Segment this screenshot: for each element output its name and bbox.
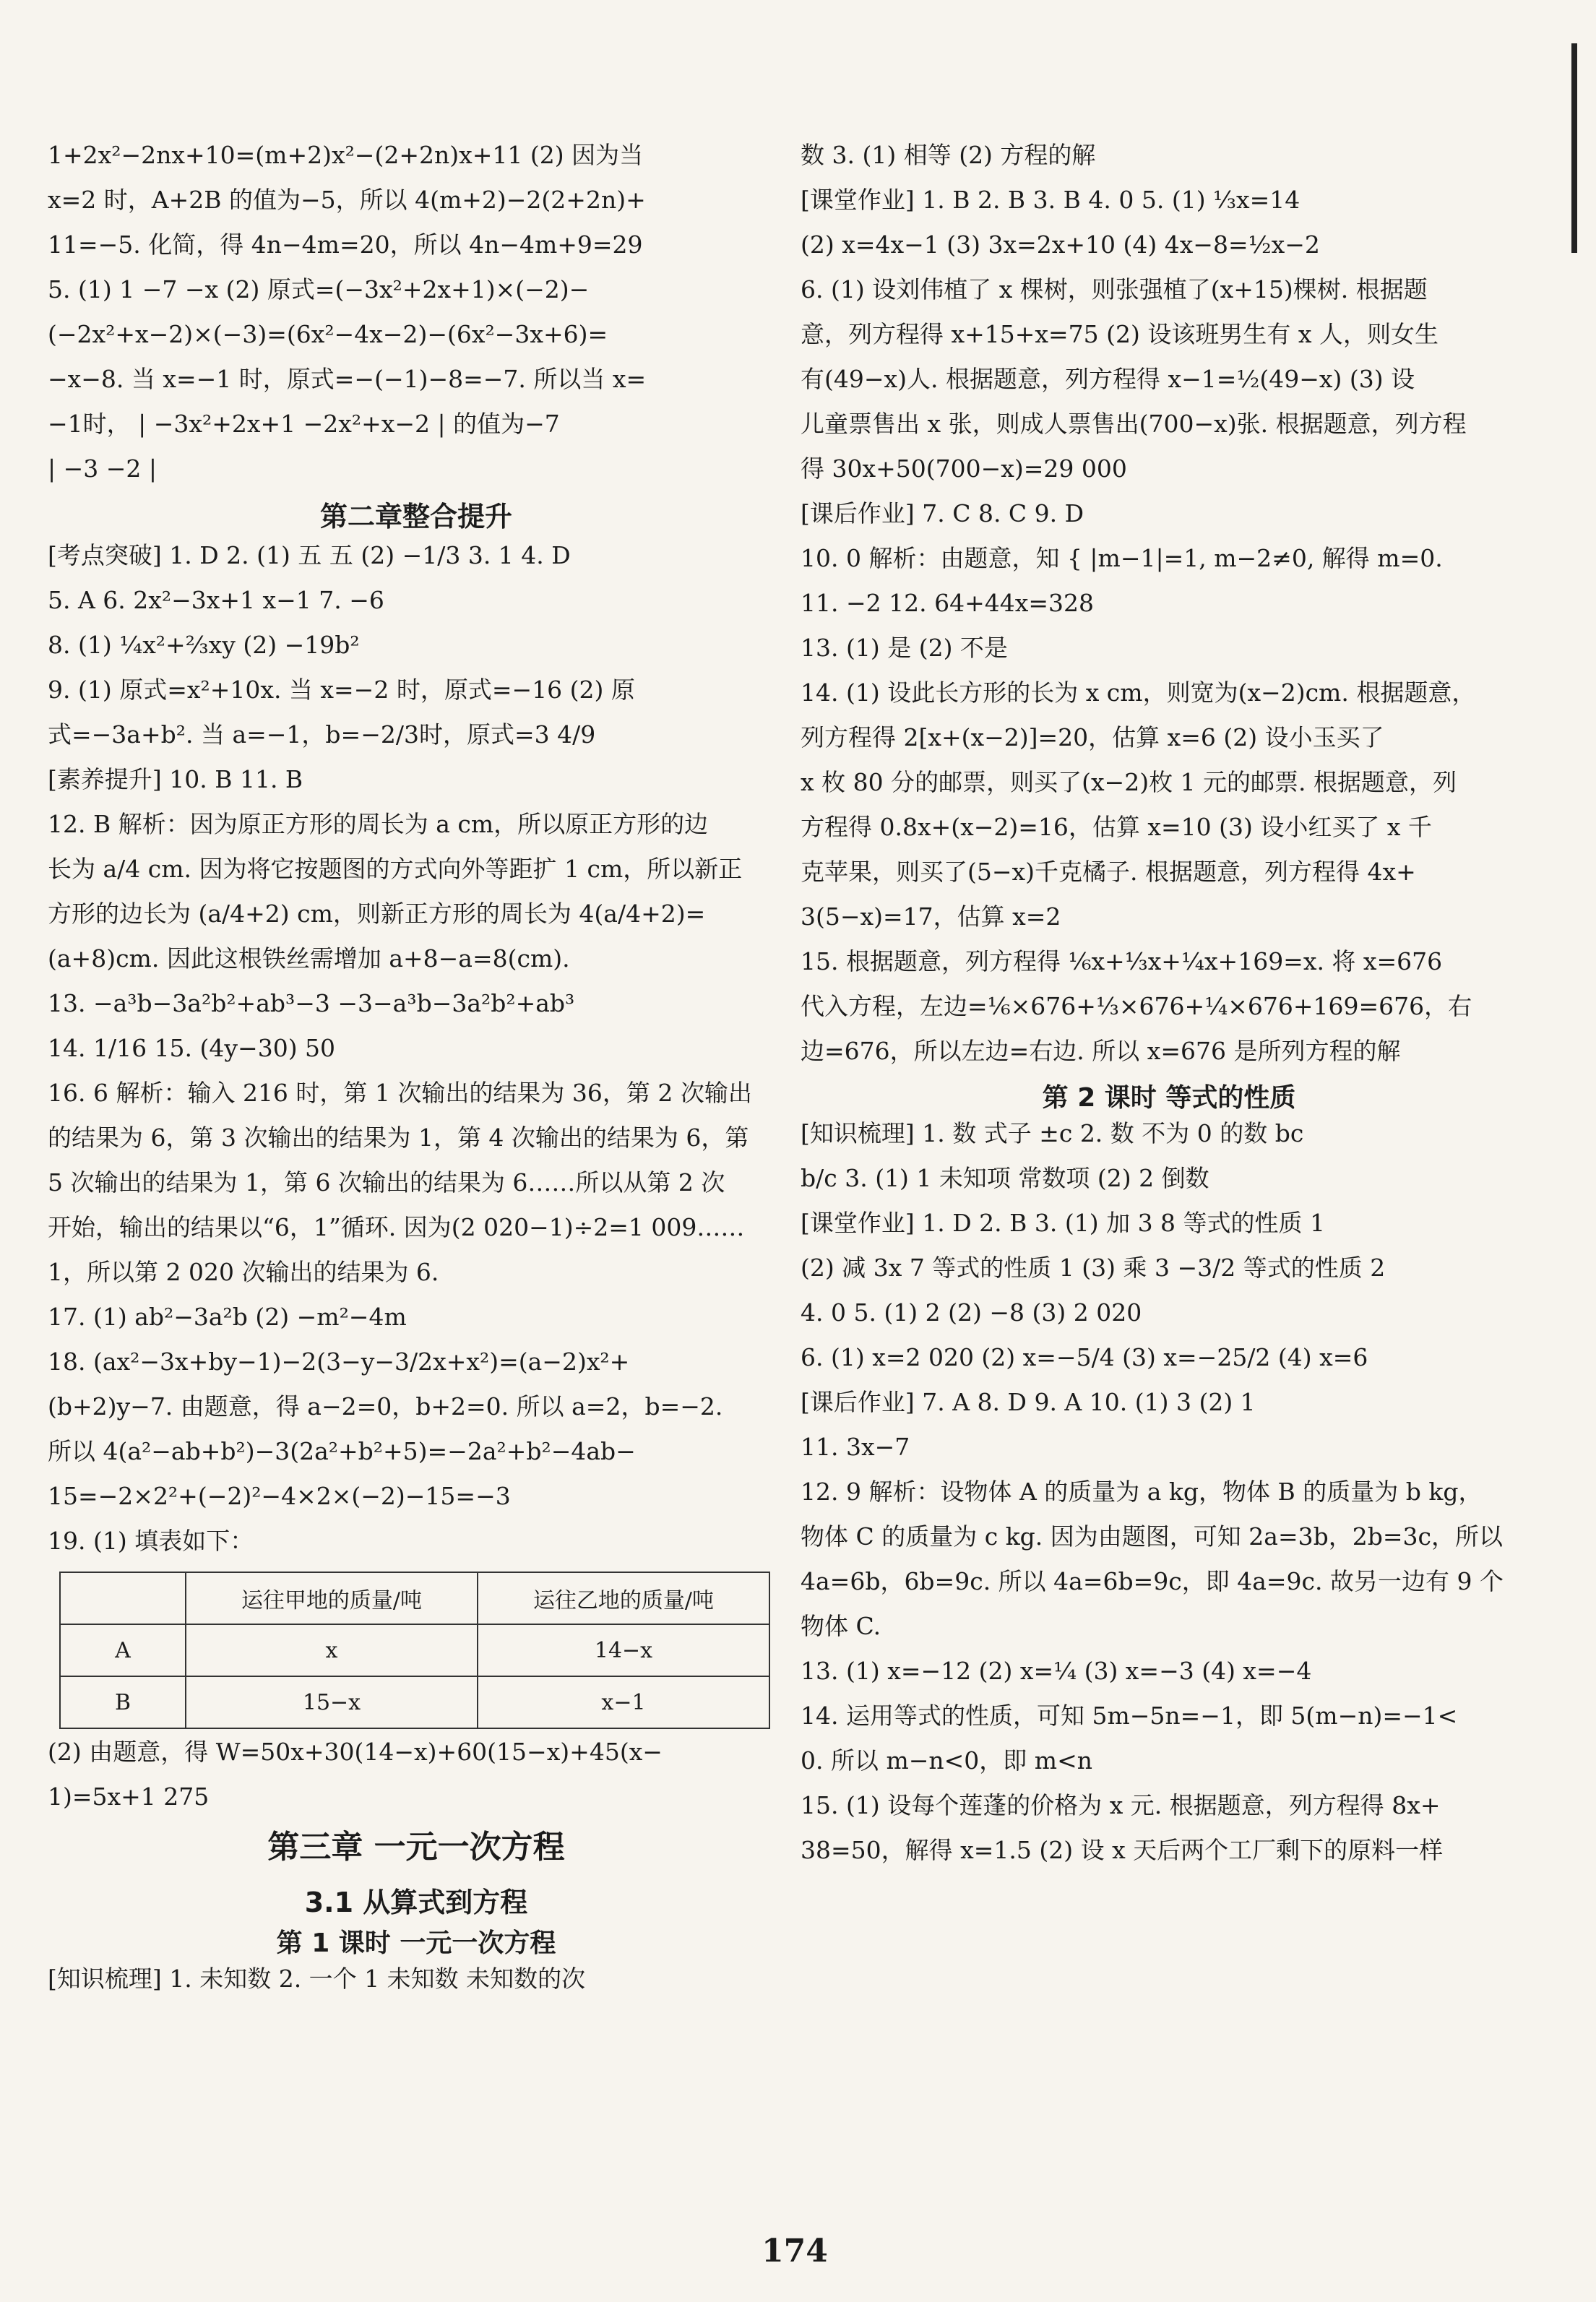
text-line: 方形的边长为 (a/4+2) cm，则新正方形的周长为 4(a/4+2)=	[48, 900, 706, 928]
table-header-cell	[60, 1572, 186, 1624]
text-line: 5. A 6. 2x²−3x+1 x−1 7. −6	[48, 586, 384, 614]
table-cell: B	[60, 1676, 186, 1728]
text-line: 8. (1) ¼x²+⅔xy (2) −19b²	[48, 631, 360, 659]
text-line: 得 30x+50(700−x)=29 000	[801, 454, 1127, 483]
left-lines-a	[48, 141, 785, 483]
text-line: 有(49−x)人. 根据题意，列方程得 x−1=½(49−x) (3) 设	[801, 365, 1415, 393]
text-line: 克苹果，则买了(5−x)千克橘子. 根据题意，列方程得 4x+	[801, 858, 1416, 886]
text-line: 3(5−x)=17，估算 x=2	[801, 902, 1061, 931]
left-lines-d	[48, 1965, 785, 1993]
table-cell: x	[186, 1624, 478, 1676]
heading-lesson1: 第 1 课时 一元一次方程	[276, 1928, 556, 1958]
text-line: [课堂作业] 1. D 2. B 3. (1) 加 3 8 等式的性质 1	[801, 1209, 1326, 1237]
text-line: [知识梳理] 1. 未知数 2. 一个 1 未知数 未知数的次	[48, 1965, 586, 1993]
heading-chapter3: 第三章 一元一次方程	[267, 1829, 565, 1866]
text-line: [课后作业] 7. C 8. C 9. D	[801, 499, 1084, 527]
text-line: 14. 1/16 15. (4y−30) 50	[48, 1034, 336, 1062]
text-line: 列方程得 2[x+(x−2)]=20，估算 x=6 (2) 设小玉买了	[801, 723, 1384, 751]
right-lines-b	[801, 1119, 1537, 1865]
heading-chapter2-review: 第二章整合提升	[319, 501, 512, 533]
text-line: x 枚 80 分的邮票，则买了(x−2)枚 1 元的邮票. 根据题意，列	[801, 768, 1457, 796]
table-header-cell: 运往乙地的质量/吨	[478, 1572, 769, 1624]
text-line: 9. (1) 原式=x²+10x. 当 x=−2 时，原式=−16 (2) 原	[48, 676, 635, 704]
text-line: 物体 C.	[801, 1612, 881, 1640]
text-line: (−2x²+x−2)×(−3)=(6x²−4x−2)−(6x²−3x+6)=	[48, 320, 608, 348]
text-line: x=2 时，A+2B 的值为−5，所以 4(m+2)−2(2+2n)+	[48, 186, 646, 214]
text-line: 15=−2×2²+(−2)²−4×2×(−2)−15=−3	[48, 1482, 511, 1510]
text-line: 长为 a/4 cm. 因为将它按题图的方式向外等距扩 1 cm，所以新正	[48, 855, 743, 883]
text-line: 1，所以第 2 020 次输出的结果为 6.	[48, 1258, 439, 1286]
text-line: 开始，输出的结果以“6，1”循环. 因为(2 020−1)÷2=1 009……	[48, 1213, 745, 1241]
text-line: 6. (1) x=2 020 (2) x=−5/4 (3) x=−25/2 (4) x=6	[801, 1343, 1368, 1371]
text-line: | −3 −2 |	[48, 454, 157, 483]
text-line: [课堂作业] 1. B 2. B 3. B 4. 0 5. (1) ⅓x=14	[801, 186, 1300, 214]
text-line: (b+2)y−7. 由题意，得 a−2=0，b+2=0. 所以 a=2，b=−2.	[48, 1392, 723, 1421]
text-line: 14. 运用等式的性质，可知 5m−5n=−1，即 5(m−n)=−1<	[801, 1702, 1458, 1730]
text-line: 15. (1) 设每个莲蓬的价格为 x 元. 根据题意，列方程得 8x+	[801, 1791, 1441, 1819]
text-line: 6. (1) 设刘伟植了 x 棵树，则张强植了(x+15)棵树. 根据题	[801, 275, 1428, 303]
text-line: 边=676，所以左边=右边. 所以 x=676 是所列方程的解	[801, 1037, 1401, 1065]
text-line: 5 次输出的结果为 1，第 6 次输出的结果为 6……所以从第 2 次	[48, 1168, 725, 1197]
heading-section-3-1: 3.1 从算式到方程	[304, 1887, 528, 1918]
text-line: 18. (ax²−3x+by−1)−2(3−y−3/2x+x²)=(a−2)x²+	[48, 1348, 630, 1376]
text-line: 4. 0 5. (1) 2 (2) −8 (3) 2 020	[801, 1298, 1142, 1327]
text-line: 方程得 0.8x+(x−2)=16，估算 x=10 (3) 设小红买了 x 千	[801, 813, 1432, 841]
text-line: 的结果为 6，第 3 次输出的结果为 1，第 4 次输出的结果为 6，第	[48, 1124, 749, 1152]
text-line: (2) 由题意，得 W=50x+30(14−x)+60(15−x)+45(x−	[48, 1738, 663, 1766]
text-line: (a+8)cm. 因此这根铁丝需增加 a+8−a=8(cm).	[48, 944, 570, 973]
text-line: 38=50，解得 x=1.5 (2) 设 x 天后两个工厂剩下的原料一样	[801, 1836, 1444, 1864]
left-column	[48, 141, 785, 2009]
text-line: 13. −a³b−3a²b²+ab³−3 −3−a³b−3a²b²+ab³	[48, 989, 575, 1017]
text-line: 12. 9 解析：设物体 A 的质量为 a kg，物体 B 的质量为 b kg，	[801, 1478, 1483, 1506]
transport-table	[59, 1572, 770, 1729]
text-line: 代入方程，左边=⅙×676+⅓×676+¼×676+169=676，右	[801, 992, 1472, 1020]
text-line: (2) x=4x−1 (3) 3x=2x+10 (4) 4x−8=½x−2	[801, 230, 1320, 259]
table-cell: 14−x	[478, 1624, 769, 1676]
text-line: −x−8. 当 x=−1 时，原式=−(−1)−8=−7. 所以当 x=	[48, 365, 647, 393]
text-line: 11=−5. 化简，得 4n−4m=20，所以 4n−4m+9=29	[48, 230, 643, 259]
text-line: 4a=6b，6b=9c. 所以 4a=6b=9c，即 4a=9c. 故另一边有 9 个	[801, 1567, 1504, 1595]
text-line: 16. 6 解析：输入 216 时，第 1 次输出的结果为 36，第 2 次输出	[48, 1079, 752, 1107]
text-line: 数 3. (1) 相等 (2) 方程的解	[801, 141, 1096, 169]
text-line: [知识梳理] 1. 数 式子 ±c 2. 数 不为 0 的数 bc	[801, 1119, 1304, 1147]
text-line: 11. −2 12. 64+44x=328	[801, 589, 1094, 617]
page-number: 174	[762, 2233, 828, 2269]
text-line: 12. B 解析：因为原正方形的周长为 a cm，所以原正方形的边	[48, 810, 709, 838]
text-line: 所以 4(a²−ab+b²)−3(2a²+b²+5)=−2a²+b²−4ab−	[48, 1437, 636, 1465]
table-row	[60, 1624, 769, 1676]
text-line: (2) 减 3x 7 等式的性质 1 (3) 乘 3 −3/2 等式的性质 2	[801, 1254, 1386, 1282]
left-lines-b	[48, 541, 785, 1556]
right-column	[801, 141, 1537, 1881]
text-line: 儿童票售出 x 张，则成人票售出(700−x)张. 根据题意，列方程	[801, 410, 1467, 438]
heading-lesson2: 第 2 课时 等式的性质	[1042, 1083, 1296, 1113]
table-row	[60, 1676, 769, 1728]
text-line: [考点突破] 1. D 2. (1) 五 五 (2) −1/3 3. 1 4. D	[48, 541, 571, 569]
text-line: 1+2x²−2nx+10=(m+2)x²−(2+2n)x+11 (2) 因为当	[48, 141, 644, 169]
text-line: −1时， | −3x²+2x+1 −2x²+x−2 | 的值为−7	[48, 410, 560, 438]
text-line: 10. 0 解析：由题意，知 { |m−1|=1, m−2≠0, 解得 m=0.	[801, 544, 1443, 572]
table-header-row	[60, 1572, 769, 1624]
text-line: 11. 3x−7	[801, 1433, 910, 1461]
table-cell: 15−x	[186, 1676, 478, 1728]
text-line: [课后作业] 7. A 8. D 9. A 10. (1) 3 (2) 1	[801, 1388, 1256, 1416]
text-line: 1)=5x+1 275	[48, 1782, 210, 1811]
text-line: 19. (1) 填表如下：	[48, 1527, 254, 1555]
table-cell: x−1	[478, 1676, 769, 1728]
text-line: 15. 根据题意，列方程得 ⅙x+⅓x+¼x+169=x. 将 x=676	[801, 947, 1443, 975]
text-line: 5. (1) 1 −7 −x (2) 原式=(−3x²+2x+1)×(−2)−	[48, 275, 590, 303]
text-line: 0. 所以 m−n<0，即 m<n	[801, 1746, 1092, 1775]
text-line: [素养提升] 10. B 11. B	[48, 765, 303, 793]
text-line: 13. (1) x=−12 (2) x=¼ (3) x=−3 (4) x=−4	[801, 1657, 1312, 1685]
text-line: 17. (1) ab²−3a²b (2) −m²−4m	[48, 1303, 407, 1331]
text-line: 意，列方程得 x+15+x=75 (2) 设该班男生有 x 人，则女生	[801, 320, 1438, 348]
table-header-cell: 运往甲地的质量/吨	[186, 1572, 478, 1624]
table-cell: A	[60, 1624, 186, 1676]
text-line: 14. (1) 设此长方形的长为 x cm，则宽为(x−2)cm. 根据题意，	[801, 678, 1476, 707]
text-line: 13. (1) 是 (2) 不是	[801, 634, 1008, 662]
page-edge-bar	[1571, 43, 1577, 253]
left-lines-c	[48, 1738, 785, 1811]
text-line: b/c 3. (1) 1 未知项 常数项 (2) 2 倒数	[801, 1164, 1209, 1192]
text-line: 物体 C 的质量为 c kg. 因为由题图，可知 2a=3b，2b=3c，所以	[801, 1522, 1503, 1551]
text-line: 式=−3a+b². 当 a=−1，b=−2/3时，原式=3 4/9	[48, 720, 596, 749]
right-lines-a	[801, 141, 1537, 1066]
